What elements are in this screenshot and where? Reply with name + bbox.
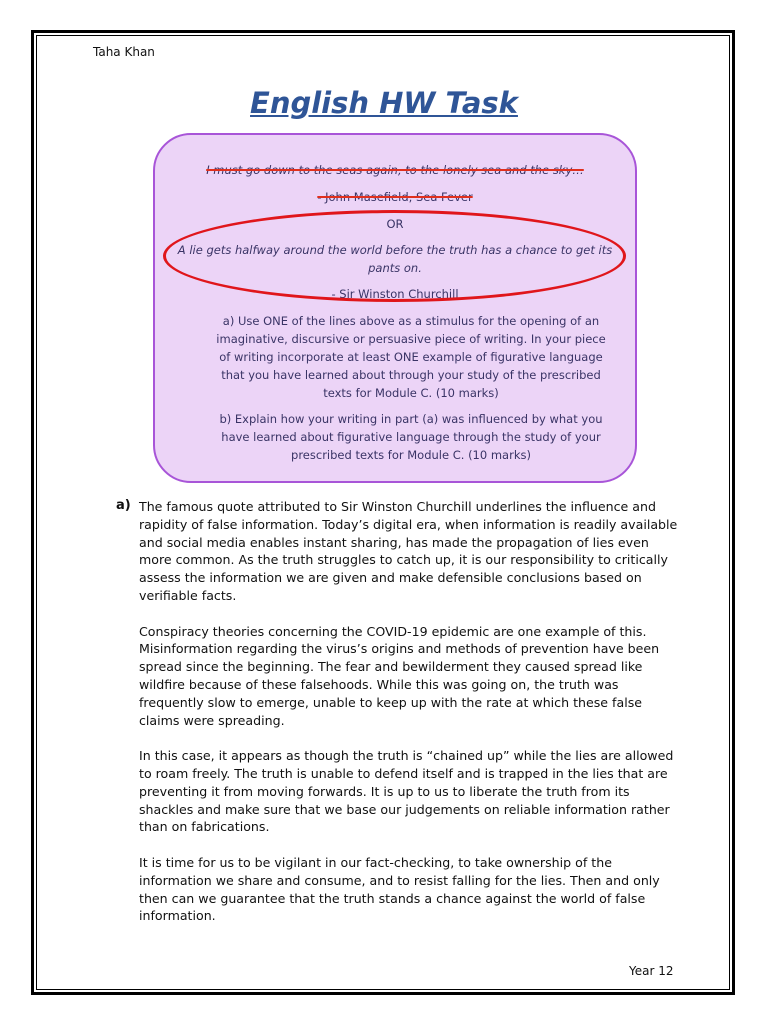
quote-masefield: I must go down to the seas again, to the lonely sea and the sky… bbox=[206, 163, 584, 177]
footer-year: Year 12 bbox=[629, 964, 674, 978]
quote-churchill-author: - Sir Winston Churchill bbox=[331, 287, 459, 301]
task-a-instruction: a) Use ONE of the lines above as a stimulus for the opening of an imaginative, discursive or persuasive piece of writing. In your piece of writing incorporate at least ONE example of figurative language that you have learned about through your study of the prescribed texts for Module C. (10 marks) bbox=[216, 314, 606, 400]
answer-paragraph: In this case, it appears as though the truth is “chained up” while the lies are allowed to roam freely. The truth is unable to defend itself and is trapped in the lies that are preventing it from moving forwards. It is up to us to liberate the truth from its shackles and make sure that we base our judgements on reliable information rather than on fabrications. bbox=[139, 748, 674, 835]
quote-masefield-author: - John Masefield, Sea Fever bbox=[317, 190, 473, 204]
task-prompt-box bbox=[153, 133, 637, 483]
answer-body bbox=[139, 498, 684, 943]
answer-paragraph: The famous quote attributed to Sir Winston Churchill underlines the influence and rapidity of false information. Today’s digital era, when information is readily available and social media enables instant sharing, has made the propagation of lies even more common. As the truth struggles to catch up, it is our responsibility to critically assess the information we are given and make defensible conclusions based on verifiable facts. bbox=[139, 499, 678, 603]
answer-paragraph: It is time for us to be vigilant in our fact-checking, to take ownership of the information we share and consume, and to resist falling for the lies. Then and only then can we guarantee that the truth stands a chance against the world of false information. bbox=[139, 854, 660, 924]
answer-label: a) bbox=[116, 498, 131, 513]
author-name: Taha Khan bbox=[93, 45, 155, 59]
highlight-ellipse bbox=[163, 210, 626, 302]
quote-churchill-line2: pants on. bbox=[368, 261, 422, 275]
answer-paragraph: Conspiracy theories concerning the COVID-19 epidemic are one example of this. Misinformation regarding the virus’s origins and methods of prevention have been spread since the beginning. The fear and bewilderment they caused spread like wildfire because of these falsehoods. While this was going on, the truth was frequently slow to emerge, unable to keep up with the rate at which these false claims were spreading. bbox=[139, 623, 660, 728]
task-b-instruction: b) Explain how your writing in part (a) was influenced by what you have learned about figurative language through the study of your prescribed texts for Module C. (10 marks) bbox=[219, 412, 603, 462]
quote-churchill-line1: A lie gets halfway around the world before the truth has a chance to get its bbox=[177, 243, 613, 257]
page-title: English HW Task bbox=[250, 86, 518, 120]
or-separator: OR bbox=[386, 217, 404, 231]
